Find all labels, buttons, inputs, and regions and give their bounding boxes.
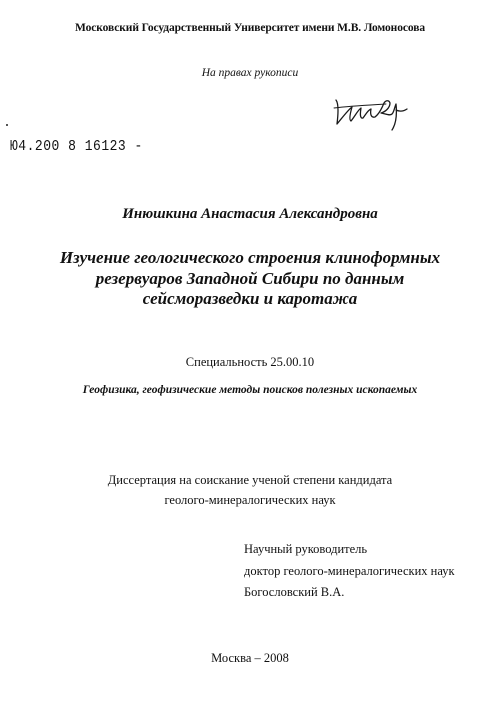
- specialty-code: Специальность 25.00.10: [185, 355, 315, 369]
- degree-statement: [0, 470, 500, 510]
- handwritten-signature: [330, 90, 410, 132]
- supervisor-role: Научный руководитель: [244, 542, 368, 556]
- title-line: Изучение геологического строения клиноформных: [59, 248, 441, 267]
- degree-line: Диссертация на соискание ученой степени кандидата: [107, 473, 393, 487]
- scan-speck: [6, 124, 8, 126]
- title-line: сейсморазведки и каротажа: [142, 289, 358, 308]
- archive-number-stamp: Ю4.200 8 16123 -: [10, 138, 143, 155]
- scientific-supervisor-block: [244, 539, 455, 604]
- dissertation-title: [20, 248, 480, 310]
- title-line: резервуаров Западной Сибири по данным: [95, 268, 405, 288]
- supervisor-name: Богословский В.А.: [244, 585, 345, 599]
- supervisor-degree: доктор геолого-минералогических наук: [244, 563, 455, 578]
- degree-line: геолого-минералогических наук: [164, 493, 336, 507]
- university-name: Московский Государственный Университет имени М.В. Ломоносова: [75, 22, 425, 34]
- author-name: Инюшкина Анастасия Александровна: [122, 206, 378, 222]
- manuscript-rights-note: На правах рукописи: [201, 67, 299, 79]
- city-and-year: Москва – 2008: [211, 651, 289, 665]
- specialty-field: Геофизика, геофизические методы поисков полезных ископаемых: [82, 384, 418, 396]
